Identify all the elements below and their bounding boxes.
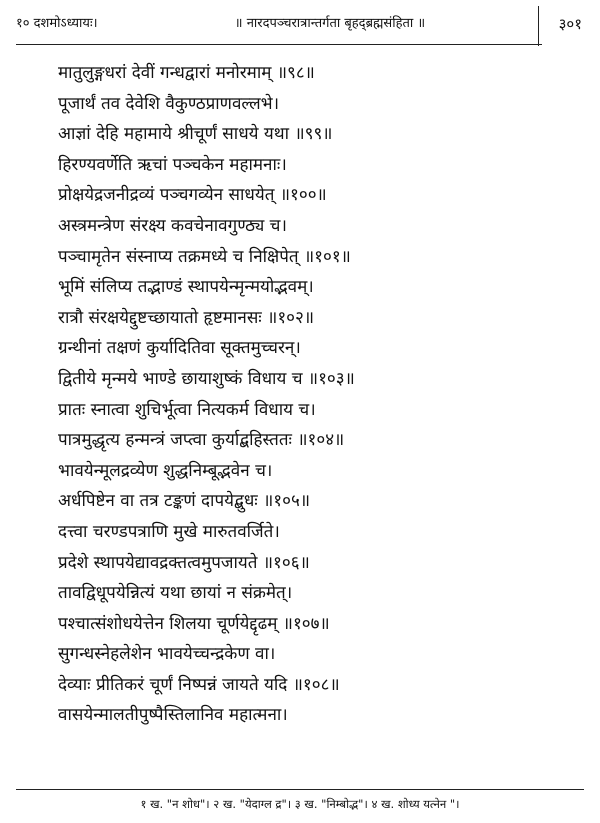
verse-line: प्रातः स्नात्वा शुचिर्भूत्वा नित्यकर्म विधाय च। (58, 399, 316, 420)
verse-line: पूजार्थं तव देवेशि वैकुण्ठप्राणवल्लभे। (58, 93, 280, 114)
verse-line: भूमिं संलिप्य तद्भाण्डं स्थापयेन्मृन्मयोद्भवम्। (58, 277, 314, 298)
verse-line: अर्धपिष्टेन वा तत्र टङ्कणं दापयेद्बुधः ॥१०५॥ (58, 491, 311, 512)
verse-line: पञ्चामृतेन संस्नाप्य तक्रमध्ये च निक्षिपेत् ॥१०१॥ (58, 246, 351, 267)
page-number: ३०१ (558, 15, 582, 33)
verse-line: भावयेन्मूलद्रव्येण शुद्धनिम्बूद्भवेन च। (58, 460, 273, 481)
verse-line: सुगन्धस्नेहलेशेन भावयेच्चन्द्रकेण वा। (58, 644, 276, 665)
verse-line: ग्रन्थीनां तक्षणं कुर्यादितिवा सूक्तमुच्चरन्। (58, 338, 301, 359)
chapter-label: १० दशमोऽध्यायः। (16, 16, 98, 31)
verse-line: द्वितीये मृन्मये भाण्डे छायाशुष्कं विधाय च ॥१०३॥ (58, 368, 355, 389)
verse-line: अस्त्रमन्त्रेण संरक्ष्य कवचेनावगुण्ठ्य च। (58, 215, 287, 236)
verse-line: प्रोक्षयेद्रजनीद्रव्यं पञ्चगव्येन साधयेत् ॥१००॥ (58, 185, 327, 206)
footnotes: १ ख. "न शोध"। २ ख. "येदाग्ल द्र"। ३ ख. "निम्बोद्भ"। ४ ख. शोध्य यत्नेन "। (140, 797, 460, 811)
verse-line: तावद्विधूपयेन्नित्यं यथा छायां न संक्रमेत्। (58, 583, 293, 604)
verse-line: पात्रमुद्धृत्य हन्मन्त्रं जप्त्वा कुर्याद्बहिस्ततः ॥१०४॥ (58, 430, 345, 451)
verse-line: प्रदेशे स्थापयेद्यावद्रक्तत्वमुपजायते ॥१०६॥ (58, 552, 310, 573)
verse-line: मातुलुङ्गधरां देवीं गन्धद्वारां मनोरमाम् ॥९८॥ (58, 63, 315, 83)
footnote-rule (16, 789, 584, 790)
verse-line: देव्याः प्रीतिकरं चूर्णं निष्पन्नं जायते यदि ॥१०८॥ (58, 674, 340, 695)
header-vertical-rule (538, 6, 539, 46)
header-rule (16, 44, 542, 45)
verse-line: रात्रौ संरक्षयेद्दुष्टच्छायातो हृष्टमानसः ॥१०२॥ (58, 307, 315, 328)
page-header (0, 14, 600, 38)
running-title: ॥ नारदपञ्चरात्रान्तर्गता बृहद्ब्रह्मसंहिता ॥ (234, 16, 426, 31)
verse-list (58, 58, 558, 731)
verse-line: वासयेन्मालतीपुष्पैस्तिलानिव महात्मना। (58, 705, 288, 726)
verse-line: पश्चात्संशोधयेत्तेन शिलया चूर्णयेद्दृढम् ॥१०७॥ (58, 613, 330, 634)
verse-line: दत्त्वा चरण्डपत्राणि मुखे मारुतवर्जिते। (58, 521, 280, 542)
verse-line: हिरण्यवर्णेति ऋचां पञ्चकेन महामनाः। (58, 154, 287, 175)
verse-line: आज्ञां देहि महामाये श्रीचूर्णं साधये यथा ॥९९॥ (58, 124, 333, 145)
